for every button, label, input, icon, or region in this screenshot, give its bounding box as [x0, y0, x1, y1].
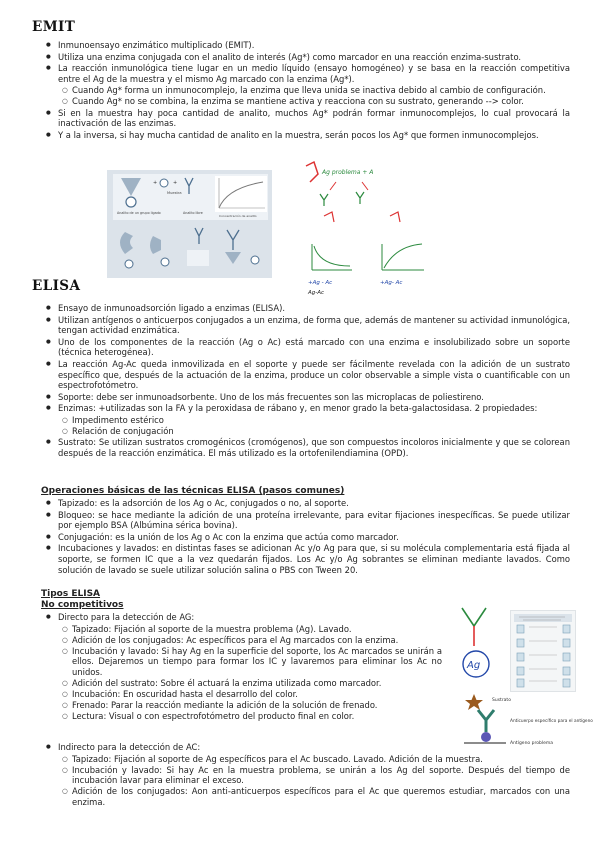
handwritten-notes-svg — [300, 160, 440, 300]
elisa-bullet: ● Ensayo de inmunoadsorción ligado a enzimas (ELISA). — [46, 303, 570, 314]
emit-bullet: ● Utiliza una enzima conjugada con el analito de interés (Ag*) como marcador en una reacción enzima-sustrato. — [46, 52, 570, 63]
ag-sketch-svg — [452, 602, 502, 684]
emit-bullet: ● La reacción inmunológica tiene lugar en un medio líquido (ensayo homogéneo) y se basa en la reacción competitiva entre el Ag de la muestra y el mismo Ag marcado con la enzima (Ag*). — [46, 63, 570, 84]
enzyme-property: ○ Impedimento estérico — [62, 415, 570, 426]
elisa-bullet: ● Uno de los componentes de la reacción (Ag o Ac) está marcado con una enzima e insolubilizado sobre un soporte (técnica heterogénea). — [46, 337, 570, 358]
ops-item: ● Conjugación: es la unión de los Ag o Ac con la enzima que actúa como marcador. — [46, 532, 570, 543]
indirecto-step: ○ Tapizado: Fijación al soporte de Ag específicos para el Ac buscado. Lavado. Adición de la muestra. — [62, 754, 570, 765]
directo-block — [46, 612, 442, 722]
elisa-bullet: ● Soporte: debe ser inmunoadsorbente. Uno de los más frecuentes son las microplacas de poliestireno. — [46, 392, 570, 403]
fig-label: Sustrato — [492, 698, 511, 703]
svg-text:+: + — [153, 180, 158, 186]
antibody-sketch-icon — [462, 608, 486, 626]
directo-step: ○ Frenado: Parar la reacción mediante la adición de la solución de frenado. — [62, 700, 442, 711]
elisa-bullets — [46, 303, 570, 459]
ops-item: ● Tapizado: es la adsorción de los Ag o Ac, conjugados o no, al soporte. — [46, 498, 570, 509]
emit-bullet: ● Y a la inversa, si hay mucha cantidad de analito en la muestra, serán pocos los Ag* que formen inmunocomplejos. — [46, 130, 570, 141]
directo-heading: ● Directo para la detección de AG: — [46, 612, 442, 623]
microplate-table-svg — [511, 611, 575, 691]
substrate-star-icon — [465, 694, 483, 710]
indirecto-step: ○ Adición de los conjugados: Aon anti-anticuerpos específicos para el Ac que queremos estudiar, marcados con una enzima. — [62, 786, 570, 807]
emit-bullets — [46, 40, 570, 141]
microplate-table — [510, 610, 576, 692]
directo-step: ○ Adición de los conjugados: Ac específicos para el Ag marcados con la enzima. — [62, 635, 442, 646]
note-text: Ag-Ac — [308, 290, 325, 296]
fig1-label: Analito libre — [183, 211, 203, 215]
antibody-icon — [478, 710, 494, 720]
directo-step: ○ Adición del sustrato: Sobre él actuará la enzima utilizada como marcador. — [62, 678, 442, 689]
directo-step: ○ Lectura: Visual o con espectrofotómetro del producto final en color. — [62, 711, 442, 722]
note-text: +Ag - Ac — [308, 280, 333, 286]
fig-label: Antígeno problema — [510, 741, 553, 746]
emit-subbullet: ○ Cuando Ag* forma un inmunocomplejo, la enzima que lleva unida se inactiva debido al cambio de configuración. — [62, 85, 570, 96]
enzyme-property: ○ Relación de conjugación — [62, 426, 570, 437]
ops-item: ● Incubaciones y lavados: en distintas fases se adicionan Ac y/o Ag para que, si su molécula complementaria está fijada al soporte, se formen IC que a la vez quedarán fijados. Los Ac y/o Ag sobrantes se eliminan mediante lavados. Como solución de lavado se suele utilizar solución salina o PBS con Tween 20. — [46, 543, 570, 575]
svg-text:+: + — [173, 180, 178, 186]
direct-elisa-diagram-svg — [460, 690, 593, 748]
note-text: +Ag- Ac — [380, 280, 403, 286]
fig1-label: Muestra — [167, 191, 182, 195]
direct-elisa-diagram — [460, 690, 593, 748]
ag-label: Ag — [467, 660, 481, 671]
note-text: Ag problema + A — [322, 169, 374, 176]
indirecto-step: ○ Incubación y lavado: Si hay Ac en la muestra problema, se unirán a los Ag del soporte. Después del tiempo de incubación lavar para eliminar el exceso. — [62, 765, 570, 786]
handwritten-notes — [300, 160, 440, 300]
ops-list — [46, 498, 570, 576]
nocomp-heading: No competitivos — [41, 600, 124, 610]
fig-label: Anticuerpo específico para el antígeno — [510, 719, 593, 724]
enzyme-sketch — [306, 162, 318, 182]
elisa-title: ELISA — [32, 278, 81, 294]
elisa-bullet: ● La reacción Ag-Ac queda inmovilizada en el soporte y puede ser fácilmente revelada con la adición de un sustrato específico que, después de la actuación de la enzima, produce un color observable a simple vista o cuantificable con un espectrofotómetro. — [46, 359, 570, 391]
ag-sketch — [452, 602, 502, 684]
tipos-heading: Tipos ELISA — [41, 589, 101, 599]
ops-item: ● Bloqueo: se hace mediante la adición de una proteína irrelevante, para evitar fijaciones inespecíficas. Se puede utilizar por ejemplo BSA (Albúmina sérica bovina). — [46, 510, 570, 531]
emit-bullet: ● Si en la muestra hay poca cantidad de analito, muchos Ag* podrán formar inmunocomplejos, lo cual provocará la inactivación de las enzimas. — [46, 108, 570, 129]
emit-subbullet: ○ Cuando Ag* no se combina, la enzima se mantiene activa y reacciona con su sustrato, generando --> color. — [62, 96, 570, 107]
elisa-bullet: ● Utilizan antígenos o anticuerpos conjugados a un enzima, de forma que, además de mantener su actividad inmunológica, tengan actividad enzimática. — [46, 315, 570, 336]
emit-diagram — [107, 170, 272, 278]
emit-diagram-svg — [107, 170, 272, 278]
elisa-bullet: ● Enzimas: +utilizadas son la FA y la peroxidasa de rábano y, en menor grado la beta-galactosidasa. 2 propiedades: — [46, 403, 570, 414]
ops-heading: Operaciones básicas de las técnicas ELISA (pasos comunes) — [41, 486, 345, 496]
directo-step: ○ Tapizado: Fijación al soporte de la muestra problema (Ag). Lavado. — [62, 624, 442, 635]
directo-step: ○ Incubación y lavado: Si hay Ag en la superficie del soporte, los Ac marcados se unirán a ellos. Dejaremos un tiempo para formar los IC y lavaremos para eliminar los Ac no unidos. — [62, 646, 442, 678]
indirecto-block — [46, 742, 570, 808]
emit-title: EMIT — [32, 19, 76, 35]
elisa-bullet: ● Sustrato: Se utilizan sustratos cromogénicos (cromógenos), que son compuestos incoloros inicialmente y que se colorean después de la reacción enzimática. El más utilizado es la ortofenilendiamina (OPD). — [46, 437, 570, 458]
indirecto-heading: ● Indirecto para la detección de AC: — [46, 742, 570, 753]
antigen-icon — [481, 732, 491, 742]
fig1-label: Analito de un grupo ligado — [117, 211, 161, 215]
emit-bullet: ● Inmunoensayo enzimático multiplicado (EMIT). — [46, 40, 570, 51]
directo-step: ○ Incubación: En oscuridad hasta el desarrollo del color. — [62, 689, 442, 700]
fig1-label: Concentración de analito — [219, 214, 257, 218]
